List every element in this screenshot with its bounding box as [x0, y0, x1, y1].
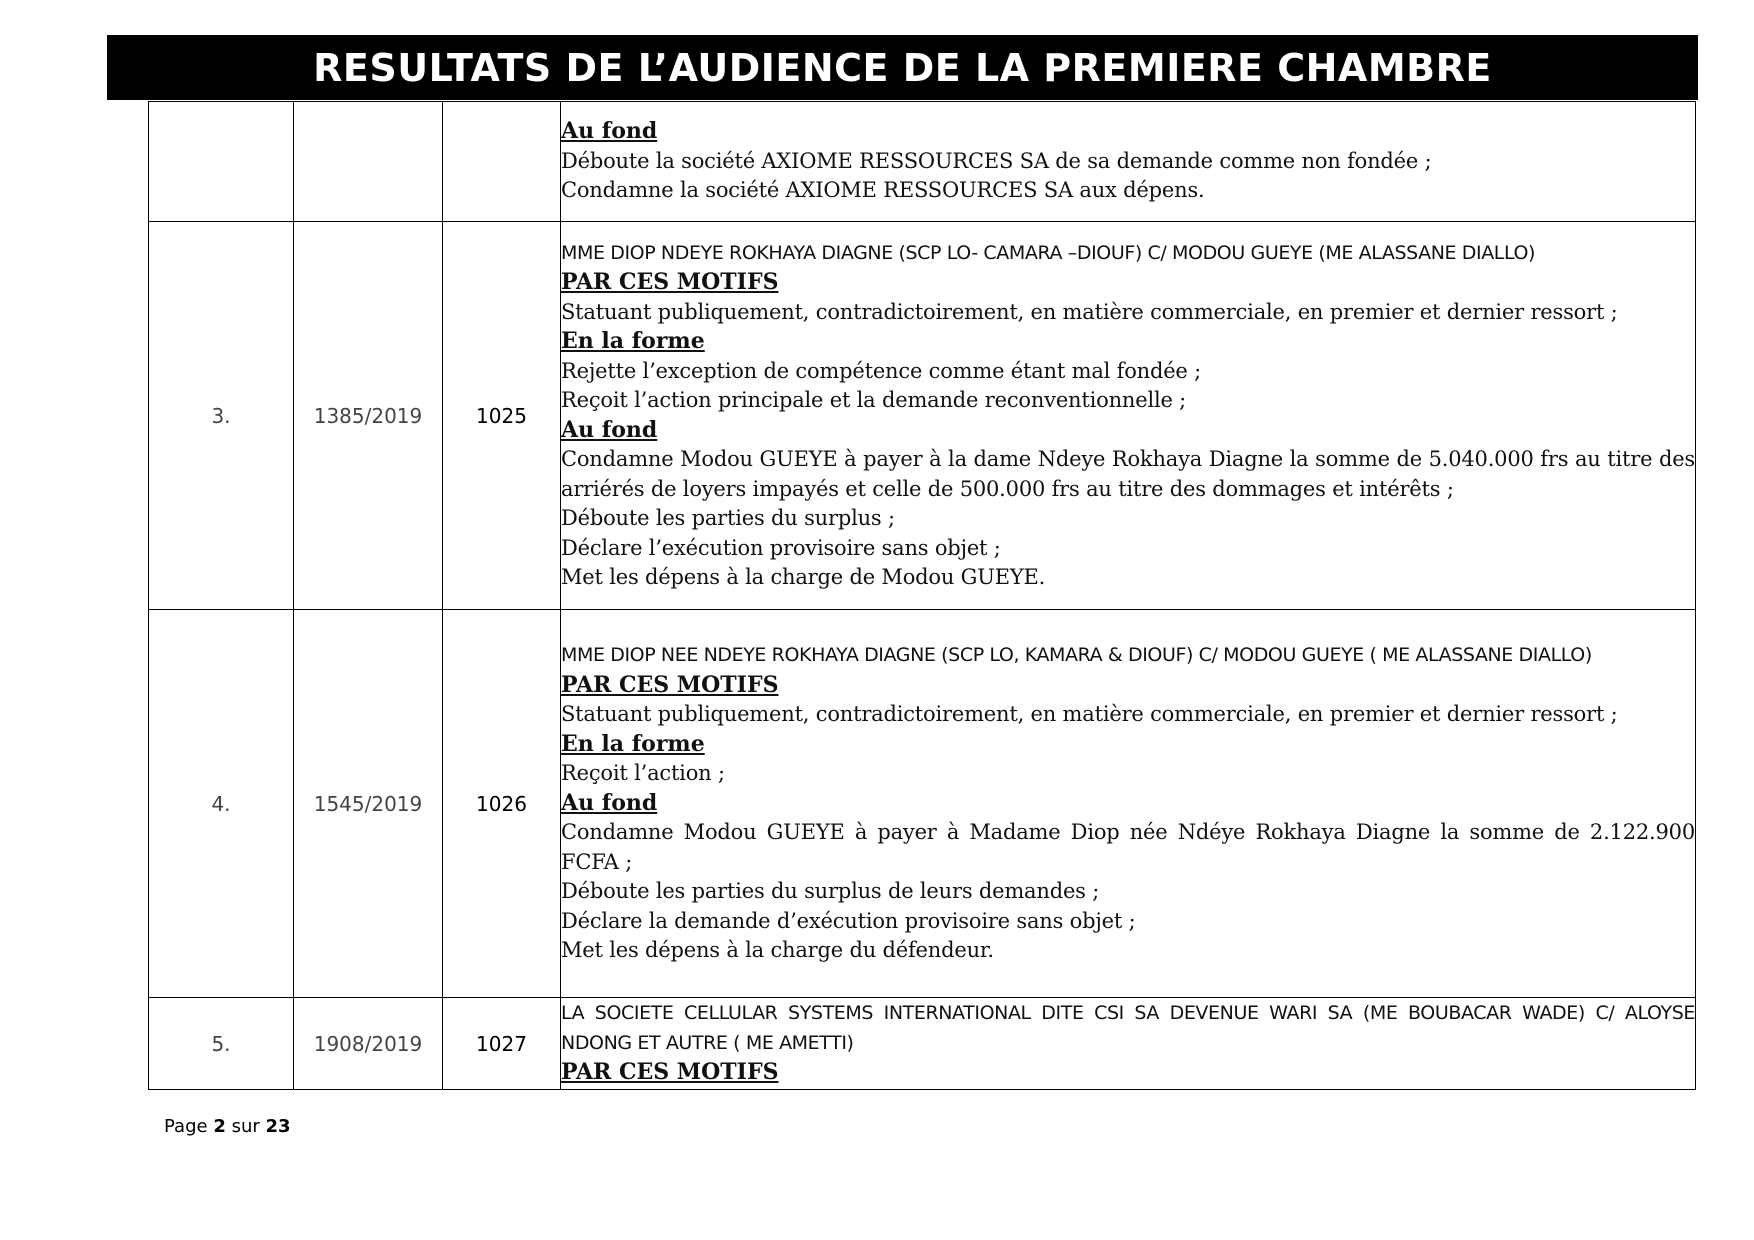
- page-label: Page: [164, 1116, 208, 1137]
- section-heading: En la forme: [561, 328, 705, 354]
- section-heading: En la forme: [561, 730, 705, 757]
- row-number: 5.: [149, 998, 294, 1090]
- decision-line: Statuant publiquement, contradictoirement, en matière commerciale, en premier et dernier ressort ;: [561, 702, 1618, 727]
- decision-line: Reçoit l’action ;: [561, 761, 725, 786]
- decision-number: 1026: [443, 610, 561, 998]
- decision-text: [561, 998, 1696, 1090]
- decision-text: [561, 102, 1696, 222]
- section-heading: PAR CES MOTIFS: [561, 671, 779, 698]
- sur-label: sur: [231, 1116, 260, 1137]
- table-row: [149, 998, 1696, 1090]
- table-row: [149, 610, 1696, 998]
- results-table: [148, 101, 1696, 1090]
- rg-number: 1908/2019: [294, 998, 443, 1090]
- rg-number: 1385/2019: [294, 222, 443, 610]
- parties-line: LA SOCIETE CELLULAR SYSTEMS INTERNATIONAL DITE CSI SA DEVENUE WARI SA (ME BOUBACAR WADE) C/ ALOYSE NDONG ET AUTRE ( ME AMETTI): [561, 1002, 1695, 1054]
- page-title: RESULTATS DE L’AUDIENCE DE LA PREMIERE CHAMBRE: [313, 45, 1492, 90]
- decision-line: Condamne Modou GUEYE à payer à Madame Diop née Ndéye Rokhaya Diagne la somme de 2.122.900 FCFA ;: [561, 820, 1695, 874]
- decision-line: Met les dépens à la charge du défendeur.: [561, 938, 994, 963]
- decision-line: Condamne la société AXIOME RESSOURCES SA aux dépens.: [561, 178, 1205, 203]
- decision-text: [561, 610, 1696, 998]
- decision-line: Déboute les parties du surplus ;: [561, 506, 895, 530]
- table-row: [149, 222, 1696, 610]
- decision-number: 1027: [443, 998, 561, 1090]
- rg-number: [294, 102, 443, 222]
- decision-number: 1025: [443, 222, 561, 610]
- header-bar: [107, 35, 1698, 100]
- decision-text: [561, 222, 1696, 610]
- decision-line: Condamne Modou GUEYE à payer à la dame Ndeye Rokhaya Diagne la somme de 5.040.000 frs au titre des arriérés de loyers impayés et celle de 500.000 frs au titre des dommages et intérêts ;: [561, 447, 1695, 501]
- row-number: [149, 102, 294, 222]
- page-number: 2: [213, 1116, 226, 1137]
- section-heading: Au fond: [561, 118, 658, 145]
- section-heading: Au fond: [561, 789, 658, 816]
- decision-line: Déboute la société AXIOME RESSOURCES SA de sa demande comme non fondée ;: [561, 148, 1432, 173]
- total-pages: 23: [265, 1116, 291, 1137]
- parties-line: MME DIOP NEE NDEYE ROKHAYA DIAGNE (SCP LO, KAMARA & DIOUF) C/ MODOU GUEYE ( ME ALASSANE DIALLO): [561, 644, 1592, 667]
- decision-line: Déclare la demande d’exécution provisoire sans objet ;: [561, 908, 1136, 933]
- decision-line: Déclare l’exécution provisoire sans objet ;: [561, 535, 1001, 560]
- section-heading: Au fond: [561, 416, 658, 443]
- parties-line: MME DIOP NDEYE ROKHAYA DIAGNE (SCP LO- CAMARA –DIOUF) C/ MODOU GUEYE (ME ALASSANE DIALLO): [561, 241, 1536, 264]
- page-footer: [164, 1116, 291, 1137]
- decision-line: Déboute les parties du surplus de leurs demandes ;: [561, 879, 1100, 904]
- decision-line: Rejette l’exception de compétence comme étant mal fondée ;: [561, 358, 1202, 383]
- table-row: [149, 102, 1696, 222]
- decision-number: [443, 102, 561, 222]
- section-heading: PAR CES MOTIFS: [561, 1059, 779, 1086]
- decision-line: Met les dépens à la charge de Modou GUEYE.: [561, 565, 1046, 589]
- row-number: 3.: [149, 222, 294, 610]
- row-number: 4.: [149, 610, 294, 998]
- section-heading: PAR CES MOTIFS: [561, 269, 779, 295]
- decision-line: Statuant publiquement, contradictoirement, en matière commerciale, en premier et dernier ressort ;: [561, 299, 1618, 324]
- rg-number: 1545/2019: [294, 610, 443, 998]
- decision-line: Reçoit l’action principale et la demande reconventionnelle ;: [561, 388, 1187, 412]
